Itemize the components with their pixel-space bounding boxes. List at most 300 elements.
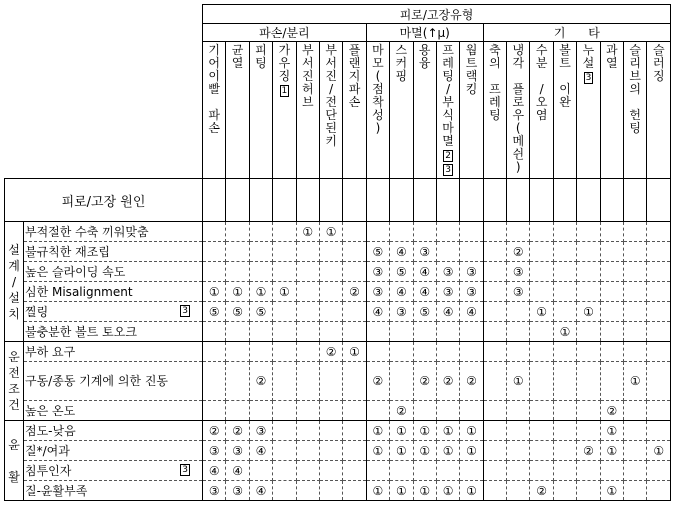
header-spacer [343, 179, 366, 222]
rating-cell [553, 362, 576, 401]
group-other: 기 타 [483, 24, 670, 42]
column-header-char: 마 [442, 121, 454, 135]
cause-label [24, 222, 203, 242]
rating-cell [249, 401, 272, 421]
column-header-char: 누 [582, 43, 595, 57]
cause-label [24, 342, 203, 362]
column-header-char: 의 [629, 82, 642, 96]
rating-cell: ⑤ [366, 242, 389, 262]
rating-cell: ④ [390, 282, 413, 302]
rating-cell [553, 421, 576, 441]
column-header-char: 징 [652, 69, 665, 83]
rating-cell [203, 262, 226, 282]
header-spacer [366, 179, 389, 222]
cause-text: 불규칙한 재조립 [25, 245, 110, 259]
header-spacer [507, 179, 530, 222]
rating-cell [577, 421, 600, 441]
rating-cell [553, 342, 576, 362]
rating-cell [249, 262, 272, 282]
rating-cell: ② [249, 362, 272, 401]
rating-cell: ② [507, 242, 530, 262]
rating-cell [273, 222, 296, 242]
rating-cell [436, 401, 459, 421]
column-header-char: 피 [255, 43, 267, 57]
group-wear: 마멸(↑μ) [366, 24, 483, 42]
rating-cell [390, 342, 413, 362]
header-spacer [577, 179, 600, 222]
column-header-char: 멸 [442, 134, 454, 148]
rating-cell [553, 282, 576, 302]
rating-cell [319, 282, 342, 302]
rating-cell [273, 401, 296, 421]
rating-cell [577, 282, 600, 302]
cause-label [24, 322, 203, 342]
column-header-char: 균 [231, 43, 244, 57]
cause-label [24, 302, 203, 322]
rating-cell [296, 322, 319, 342]
cause-label [24, 441, 203, 461]
rating-cell [483, 362, 506, 401]
rating-cell [413, 401, 436, 421]
rating-cell [624, 421, 647, 441]
column-header [647, 42, 671, 179]
rating-cell [296, 342, 319, 362]
rating-cell [249, 342, 272, 362]
rating-cell [624, 242, 647, 262]
category-char: / [11, 274, 17, 289]
rating-cell [647, 282, 671, 302]
rating-cell [319, 421, 342, 441]
rating-cell: ② [530, 481, 553, 501]
rating-cell [600, 222, 623, 242]
cause-text: 침투인자 [25, 464, 72, 478]
rating-cell [343, 262, 366, 282]
category-char: 윤 [8, 437, 20, 452]
column-header [226, 42, 249, 179]
table-row [5, 302, 671, 322]
rating-cell [530, 421, 553, 441]
rating-cell [624, 342, 647, 362]
column-header-char: 징 [278, 69, 291, 83]
rating-cell [436, 222, 459, 242]
rating-cell: ③ [203, 481, 226, 501]
rating-cell: ① [296, 222, 319, 242]
rating-cell [577, 401, 600, 421]
column-header-char: 융 [418, 56, 431, 70]
column-header-char: 마 [372, 43, 384, 57]
rating-cell [273, 322, 296, 342]
note-box-label: 3 [585, 73, 592, 83]
rating-cell [343, 302, 366, 322]
rating-cell [390, 461, 413, 481]
rating-cell [624, 262, 647, 282]
rating-cell [343, 481, 366, 501]
rating-cell [273, 262, 296, 282]
column-header [273, 42, 296, 179]
rating-cell [600, 302, 623, 322]
header-spacer [226, 179, 249, 222]
rating-cell [249, 222, 272, 242]
rating-cell [296, 401, 319, 421]
rating-cell [647, 242, 671, 262]
rating-cell [624, 302, 647, 322]
rating-cell: ① [460, 481, 483, 501]
column-header-char: 로 [512, 95, 525, 109]
note-box-label: 3 [445, 165, 451, 175]
rating-cell: ③ [226, 481, 249, 501]
rating-cell: ① [600, 441, 623, 461]
rating-cell: ① [507, 362, 530, 401]
rating-cell [624, 441, 647, 461]
rating-cell [366, 222, 389, 242]
rating-cell [460, 342, 483, 362]
rating-cell [647, 342, 671, 362]
rating-cell [577, 362, 600, 401]
header-spacer [273, 179, 296, 222]
rating-cell [460, 222, 483, 242]
rating-cell [343, 222, 366, 242]
rating-cell [249, 322, 272, 342]
rating-cell: ① [273, 282, 296, 302]
rating-cell [553, 302, 576, 322]
column-header [624, 42, 647, 179]
rating-cell [600, 461, 623, 481]
rating-cell [296, 421, 319, 441]
rating-cell [203, 242, 226, 262]
rating-cell: ① [553, 322, 576, 342]
column-header-char: 각 [512, 56, 525, 70]
rating-cell: ② [319, 342, 342, 362]
column-header-char: 어 [208, 56, 220, 70]
rating-cell [390, 362, 413, 401]
rating-cell [577, 242, 600, 262]
cause-text: 심한 Misalignment [25, 285, 133, 299]
table-row [5, 322, 671, 342]
column-header-char: 팅 [442, 69, 454, 83]
rating-cell [343, 461, 366, 481]
cause-label [24, 401, 203, 421]
note-box [437, 162, 459, 176]
rating-cell [226, 401, 249, 421]
rating-cell: ③ [413, 242, 436, 262]
column-header [296, 42, 319, 179]
category-char: 운 [8, 350, 20, 364]
rating-cell: ② [343, 282, 366, 302]
rating-cell: ① [226, 282, 249, 302]
column-header-char: 분 [535, 56, 548, 70]
rating-cell: ③ [460, 282, 483, 302]
rating-cell [366, 322, 389, 342]
rating-cell: ① [343, 342, 366, 362]
column-header-char: 서 [301, 56, 314, 70]
column-header-char: 용 [418, 43, 431, 57]
rating-cell [203, 342, 226, 362]
cause-text: 점도-낮음 [25, 424, 76, 438]
header-spacer [624, 179, 647, 222]
column-header-char: 이 [559, 82, 571, 96]
rating-cell [343, 441, 366, 461]
rating-cell: ③ [203, 441, 226, 461]
column-header [600, 42, 623, 179]
column-header-char: 열 [606, 56, 618, 70]
cause-text: 구동/종동 기계에 의한 진동 [25, 374, 168, 388]
column-header-char: 점 [372, 82, 384, 96]
rating-cell: ③ [226, 441, 249, 461]
header-spacer [390, 179, 413, 222]
rating-cell [600, 342, 623, 362]
column-header-char: 스 [395, 43, 408, 57]
column-header-char: ) [515, 160, 521, 174]
rating-cell: ⑤ [390, 262, 413, 282]
rating-cell: ② [436, 362, 459, 401]
rating-cell [647, 362, 671, 401]
column-header-char: 레 [442, 56, 454, 70]
rating-cell: ⑤ [249, 302, 272, 322]
rating-cell [577, 262, 600, 282]
column-header-char: 프 [489, 82, 501, 96]
rating-cell [436, 461, 459, 481]
rating-cell [436, 322, 459, 342]
category-label [5, 342, 24, 421]
column-header [413, 42, 436, 179]
column-header-char: 파 [348, 82, 361, 96]
rating-cell [343, 362, 366, 401]
rating-cell [577, 481, 600, 501]
category-char: 치 [8, 306, 20, 321]
column-header-char: 부 [325, 43, 337, 57]
rating-cell [624, 461, 647, 481]
rating-cell [624, 481, 647, 501]
rating-cell [624, 222, 647, 242]
rating-cell: ① [413, 441, 436, 461]
cause-text: 불충분한 볼트 토오크 [25, 325, 137, 339]
rating-cell [226, 222, 249, 242]
column-header-char: 팅 [629, 121, 642, 135]
rating-cell [226, 242, 249, 262]
rating-cell [249, 242, 272, 262]
rating-cell: ③ [366, 282, 389, 302]
column-header-char: / [539, 82, 544, 96]
table-row [5, 401, 671, 421]
note-box-label: 2 [445, 151, 451, 161]
column-header-char: 수 [535, 43, 548, 57]
column-header-char: ( [515, 121, 521, 135]
rating-cell [530, 282, 553, 302]
column-header [319, 42, 342, 179]
cause-label [24, 262, 203, 282]
rating-cell [530, 262, 553, 282]
cause-label [24, 461, 203, 481]
header-failure-type: 피로/고장유형 [203, 5, 671, 24]
rating-cell [647, 302, 671, 322]
rating-cell [507, 302, 530, 322]
rating-cell: ① [366, 421, 389, 441]
rating-cell: ① [413, 481, 436, 501]
rating-cell: ① [390, 481, 413, 501]
rating-cell [436, 242, 459, 262]
rating-cell: ⑤ [226, 302, 249, 322]
rating-cell [624, 322, 647, 342]
rating-cell: ④ [366, 302, 389, 322]
header-row-main [5, 5, 671, 24]
column-header-char: 손 [348, 95, 361, 109]
rating-cell [273, 441, 296, 461]
header-spacer [600, 179, 623, 222]
rating-cell [577, 342, 600, 362]
column-header-char: 성 [372, 108, 384, 122]
rating-cell: ③ [366, 262, 389, 282]
rating-cell [226, 342, 249, 362]
column-header-char: 웜 [465, 43, 478, 57]
rating-cell: ① [577, 302, 600, 322]
column-header-char: 의 [489, 56, 501, 70]
table-row [5, 222, 671, 242]
rating-cell [600, 322, 623, 342]
rating-cell [366, 461, 389, 481]
column-header [530, 42, 553, 179]
rating-cell [553, 441, 576, 461]
header-spacer [483, 179, 506, 222]
column-header-char: 서 [325, 56, 337, 70]
rating-cell: ① [390, 441, 413, 461]
cause-label [24, 421, 203, 441]
rating-cell [483, 401, 506, 421]
cause-text: 찔링 [25, 305, 49, 319]
rating-cell [624, 401, 647, 421]
category-label [5, 222, 24, 342]
rating-cell [203, 322, 226, 342]
column-header [366, 42, 389, 179]
rating-cell [296, 242, 319, 262]
column-header [553, 42, 576, 179]
column-header [343, 42, 366, 179]
rating-cell [273, 302, 296, 322]
column-header-char: 과 [606, 43, 618, 57]
rating-cell [647, 401, 671, 421]
rating-cell: ① [366, 481, 389, 501]
column-header-char: / [446, 82, 451, 96]
note-box [577, 70, 599, 84]
rating-cell [483, 342, 506, 362]
rating-cell: ④ [226, 461, 249, 481]
rating-cell [483, 262, 506, 282]
rating-cell [507, 461, 530, 481]
rating-cell: ④ [249, 481, 272, 501]
rating-cell: ① [600, 481, 623, 501]
rating-cell: ① [436, 481, 459, 501]
rating-cell [296, 461, 319, 481]
column-header [203, 42, 226, 179]
rating-cell: ③ [249, 421, 272, 441]
rating-cell [483, 461, 506, 481]
rating-cell [483, 441, 506, 461]
column-header-char: 허 [301, 82, 314, 96]
column-header-char: 트 [559, 56, 571, 70]
header-spacer [413, 179, 436, 222]
table-row [5, 481, 671, 501]
rating-cell [600, 282, 623, 302]
rating-cell: ③ [507, 262, 530, 282]
column-header [577, 42, 600, 179]
rating-cell [343, 322, 366, 342]
cause-text: 질*/여과 [25, 444, 70, 458]
column-header-char: 부 [301, 43, 314, 57]
rating-cell [203, 222, 226, 242]
rating-cell [530, 362, 553, 401]
rating-cell: ③ [507, 282, 530, 302]
header-spacer [319, 179, 342, 222]
rating-cell: ④ [436, 302, 459, 322]
column-header-char: 우 [278, 56, 291, 70]
column-header-char: 팅 [255, 56, 267, 70]
rating-cell [553, 401, 576, 421]
rating-cell [319, 441, 342, 461]
column-header-char: 부 [442, 95, 454, 109]
category-char [5, 453, 23, 469]
rating-cell [296, 282, 319, 302]
rating-cell [483, 421, 506, 441]
cause-text: 높은 온도 [25, 404, 76, 418]
column-header-char: 플 [512, 82, 525, 96]
rating-cell: ② [203, 421, 226, 441]
category-char: 건 [8, 398, 20, 412]
rating-cell [296, 441, 319, 461]
table-row [5, 262, 671, 282]
rating-cell: ④ [460, 302, 483, 322]
rating-cell [319, 481, 342, 501]
rating-cell [507, 441, 530, 461]
rating-cell [483, 222, 506, 242]
rating-cell: ② [600, 401, 623, 421]
cause-text: 질-윤활부족 [25, 484, 88, 498]
header-spacer [296, 179, 319, 222]
rating-cell [507, 222, 530, 242]
rating-cell: ② [577, 441, 600, 461]
rating-cell: ③ [390, 302, 413, 322]
rating-cell: ① [647, 441, 671, 461]
rating-cell: ⑤ [413, 302, 436, 322]
rating-cell [390, 322, 413, 342]
column-header-char: 프 [442, 43, 454, 57]
rating-cell [413, 222, 436, 242]
rating-cell [530, 342, 553, 362]
header-spacer [249, 179, 272, 222]
column-header-char: 쉰 [512, 147, 525, 161]
column-header-char: 메 [512, 134, 525, 148]
cause-text: 부적절한 수축 끼워맞춤 [25, 225, 149, 239]
column-header-char: 레 [489, 95, 501, 109]
column-header-char: 파 [208, 108, 220, 122]
rating-cell: ① [600, 421, 623, 441]
rating-cell [577, 222, 600, 242]
failure-type-matrix [4, 4, 671, 501]
table-row [5, 282, 671, 302]
note-box: 3 [182, 465, 188, 475]
header-spacer [553, 179, 576, 222]
column-header-char: 오 [535, 95, 548, 109]
rating-cell: ⑤ [203, 302, 226, 322]
rating-cell [319, 461, 342, 481]
rating-cell [226, 262, 249, 282]
rating-cell: ③ [436, 262, 459, 282]
rating-cell [343, 242, 366, 262]
column-header-char: 진 [301, 69, 314, 83]
rating-cell [319, 362, 342, 401]
cause-text: 높은 슬라이딩 속도 [25, 265, 126, 279]
rating-cell [647, 421, 671, 441]
column-header-char: 가 [278, 43, 291, 57]
rating-cell [507, 401, 530, 421]
